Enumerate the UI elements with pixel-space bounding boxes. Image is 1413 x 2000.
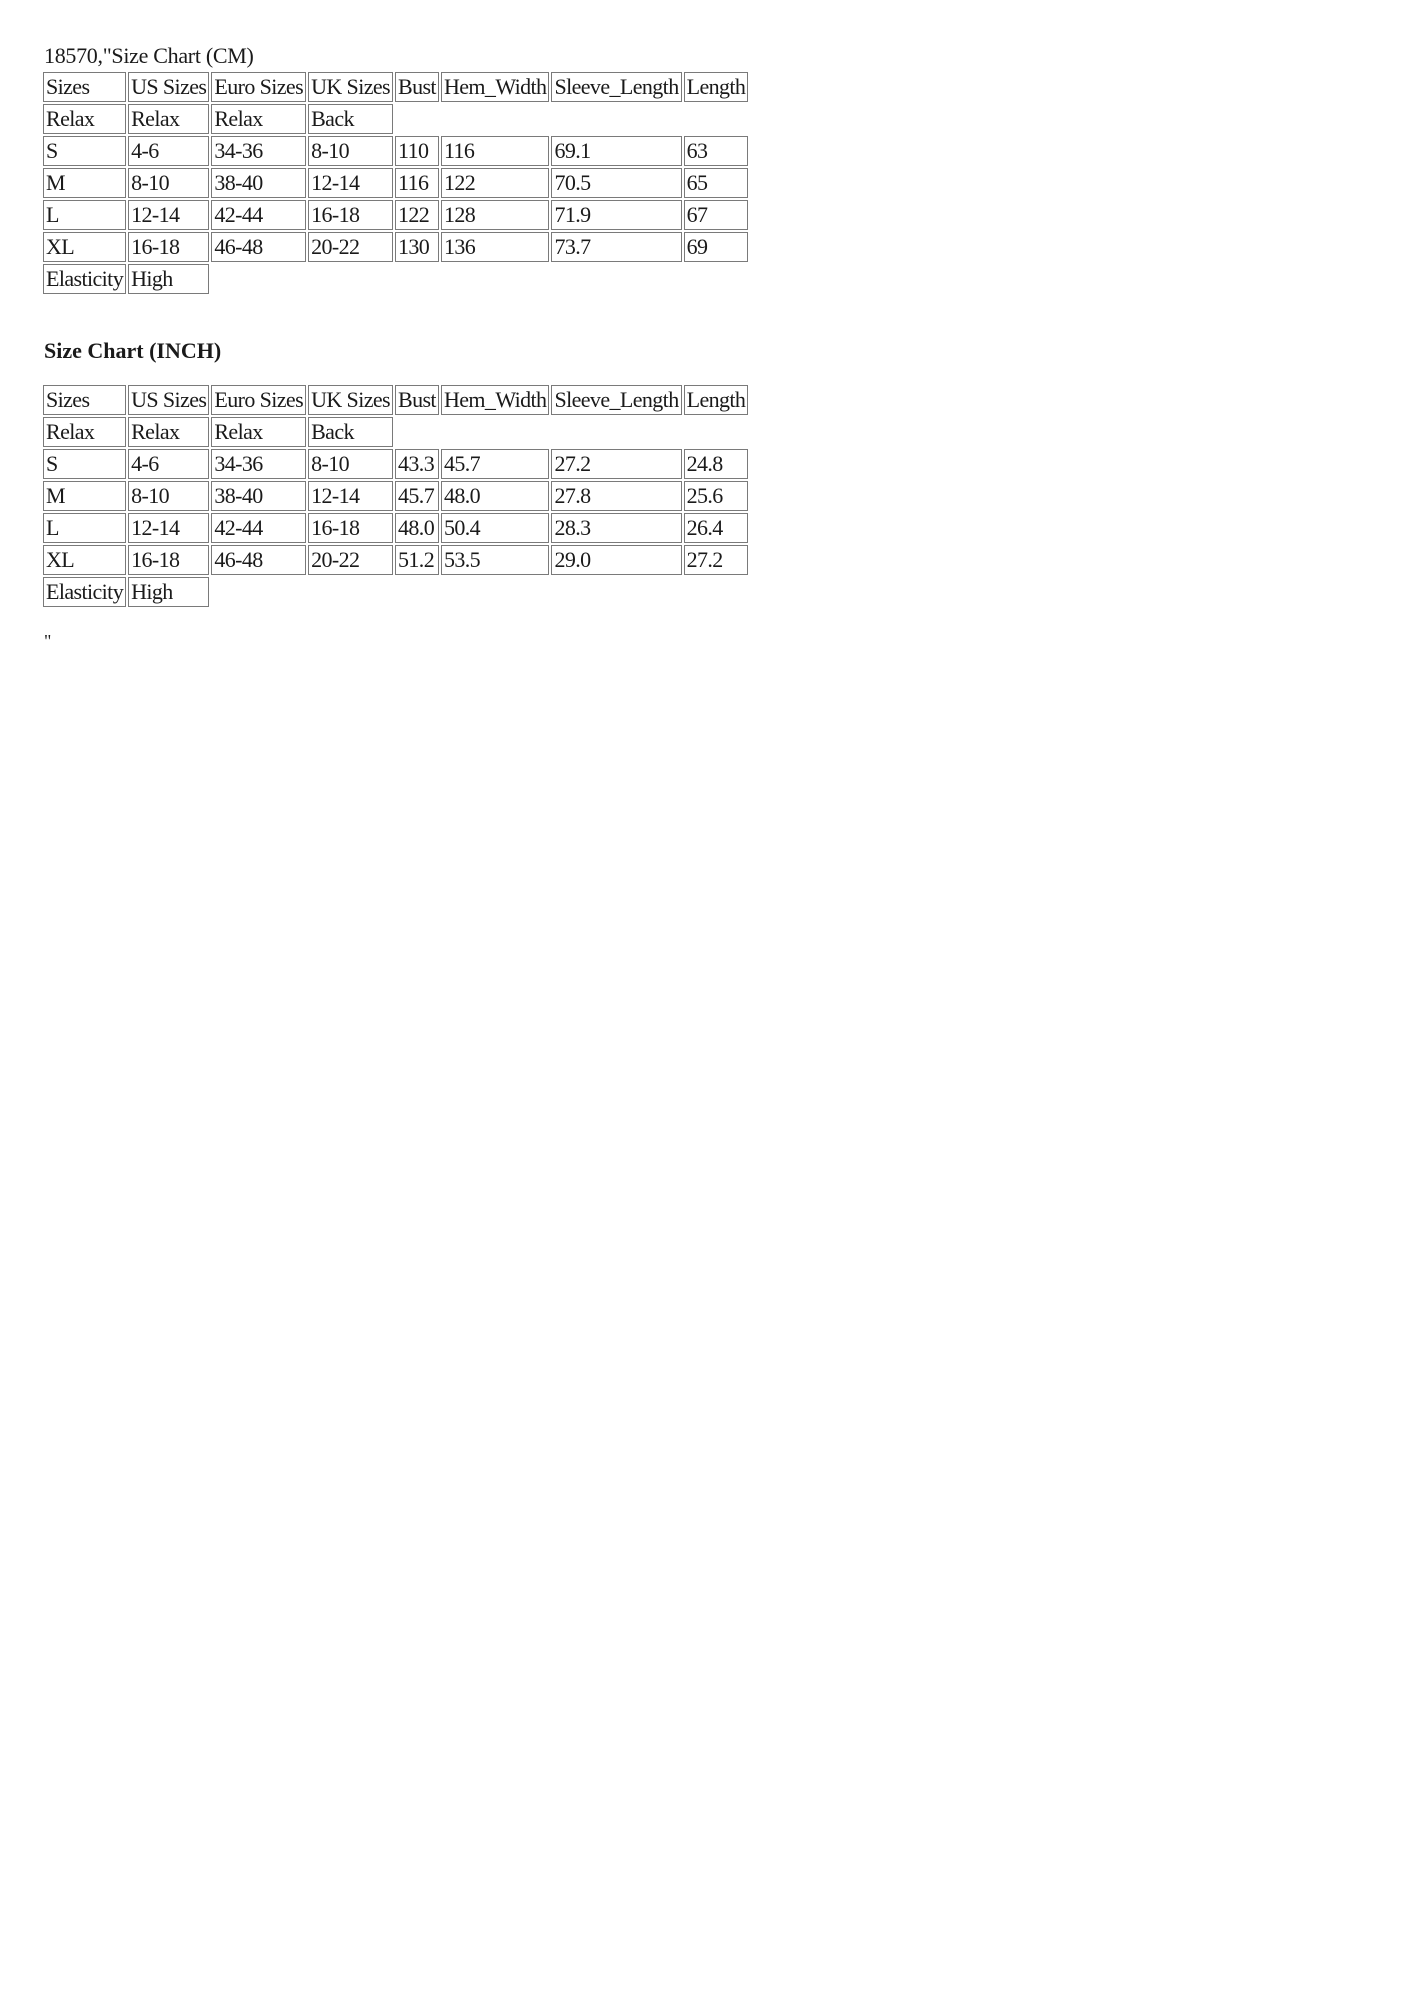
- empty-cell: [551, 417, 681, 447]
- table-cell: Elasticity: [43, 577, 126, 607]
- table-row: [43, 449, 748, 479]
- table-cell: 27.2: [684, 545, 749, 575]
- table-row: [43, 513, 748, 543]
- table-cell: Relax: [211, 417, 306, 447]
- table-cell: 69.1: [551, 136, 681, 166]
- table-cell: XL: [43, 545, 126, 575]
- table-cell: 122: [441, 168, 549, 198]
- table-cell: Back: [308, 104, 393, 134]
- table-cell: 53.5: [441, 545, 549, 575]
- table-cell: Sizes: [43, 72, 126, 102]
- table-cell: XL: [43, 232, 126, 262]
- table-cell: 12-14: [308, 168, 393, 198]
- table-cell: 116: [395, 168, 439, 198]
- table-cell: 12-14: [128, 200, 209, 230]
- closing-quote: ": [44, 631, 52, 651]
- table-cell: 27.2: [551, 449, 681, 479]
- table-cell: 136: [441, 232, 549, 262]
- table-cell: 27.8: [551, 481, 681, 511]
- table-row: [43, 545, 748, 575]
- table-cell: 29.0: [551, 545, 681, 575]
- table-cell: UK Sizes: [308, 385, 393, 415]
- cm-intro-line: 18570,"Size Chart (CM): [44, 43, 254, 68]
- table-cell: Relax: [128, 104, 209, 134]
- table-cell: 63: [684, 136, 749, 166]
- table-cell: 130: [395, 232, 439, 262]
- empty-cell: [684, 104, 749, 134]
- table-cell: Hem_Width: [441, 72, 549, 102]
- table-cell: L: [43, 513, 126, 543]
- table-row: [43, 200, 748, 230]
- table-row: [43, 168, 748, 198]
- table-cell: 24.8: [684, 449, 749, 479]
- table-cell: 48.0: [395, 513, 439, 543]
- table-cell: 16-18: [308, 513, 393, 543]
- table-cell: 73.7: [551, 232, 681, 262]
- table-cell: S: [43, 449, 126, 479]
- table-cell: 45.7: [441, 449, 549, 479]
- table-cell: Bust: [395, 72, 439, 102]
- table-cell: Relax: [43, 417, 126, 447]
- table-cell: Sizes: [43, 385, 126, 415]
- empty-cell: [551, 104, 681, 134]
- table-cell: 42-44: [211, 513, 306, 543]
- table-cell: 48.0: [441, 481, 549, 511]
- table-cell: 4-6: [128, 136, 209, 166]
- table-cell: 45.7: [395, 481, 439, 511]
- empty-cell: [441, 104, 549, 134]
- table-cell: Back: [308, 417, 393, 447]
- table-cell: 25.6: [684, 481, 749, 511]
- table-cell: 16-18: [128, 232, 209, 262]
- table-cell: 46-48: [211, 545, 306, 575]
- table-cell: 43.3: [395, 449, 439, 479]
- table-cell: US Sizes: [128, 72, 209, 102]
- table-cell: UK Sizes: [308, 72, 393, 102]
- table-cell: Length: [684, 385, 749, 415]
- table-cell: Sleeve_Length: [551, 72, 681, 102]
- table-cell: Relax: [211, 104, 306, 134]
- table-cell: US Sizes: [128, 385, 209, 415]
- table-cell: S: [43, 136, 126, 166]
- empty-cell: [441, 417, 549, 447]
- header-row: [43, 72, 748, 102]
- table-cell: Relax: [128, 417, 209, 447]
- table-row: [43, 136, 748, 166]
- table-cell: 4-6: [128, 449, 209, 479]
- empty-cell: [395, 104, 439, 134]
- table-cell: 122: [395, 200, 439, 230]
- table-cell: Sleeve_Length: [551, 385, 681, 415]
- table-cell: Euro Sizes: [211, 385, 306, 415]
- cm-size-table: [41, 70, 750, 296]
- table-cell: 51.2: [395, 545, 439, 575]
- table-cell: 34-36: [211, 136, 306, 166]
- table-cell: 67: [684, 200, 749, 230]
- table-cell: 12-14: [128, 513, 209, 543]
- elasticity-row: [43, 577, 748, 607]
- table-cell: M: [43, 481, 126, 511]
- table-cell: 42-44: [211, 200, 306, 230]
- table-cell: 38-40: [211, 481, 306, 511]
- table-cell: Elasticity: [43, 264, 126, 294]
- table-cell: 16-18: [308, 200, 393, 230]
- table-cell: 38-40: [211, 168, 306, 198]
- table-cell: 65: [684, 168, 749, 198]
- table-cell: Relax: [43, 104, 126, 134]
- table-cell: Bust: [395, 385, 439, 415]
- table-cell: 34-36: [211, 449, 306, 479]
- table-cell: 128: [441, 200, 549, 230]
- elasticity-row: [43, 264, 748, 294]
- table-cell: 8-10: [128, 481, 209, 511]
- table-cell: M: [43, 168, 126, 198]
- table-cell: 26.4: [684, 513, 749, 543]
- table-cell: 69: [684, 232, 749, 262]
- table-cell: Hem_Width: [441, 385, 549, 415]
- table-cell: 46-48: [211, 232, 306, 262]
- table-row: [43, 232, 748, 262]
- table-cell: 8-10: [308, 449, 393, 479]
- inch-chart-title: Size Chart (INCH): [44, 338, 222, 363]
- table-cell: 71.9: [551, 200, 681, 230]
- table-cell: 12-14: [308, 481, 393, 511]
- table-cell: 70.5: [551, 168, 681, 198]
- relax-row: [43, 417, 748, 447]
- table-cell: 8-10: [128, 168, 209, 198]
- table-cell: 28.3: [551, 513, 681, 543]
- table-row: [43, 481, 748, 511]
- table-cell: 8-10: [308, 136, 393, 166]
- table-cell: High: [128, 577, 209, 607]
- header-row: [43, 385, 748, 415]
- table-cell: 20-22: [308, 545, 393, 575]
- table-cell: 116: [441, 136, 549, 166]
- table-cell: Length: [684, 72, 749, 102]
- table-cell: Euro Sizes: [211, 72, 306, 102]
- table-cell: 50.4: [441, 513, 549, 543]
- table-cell: 110: [395, 136, 439, 166]
- relax-row: [43, 104, 748, 134]
- empty-cell: [684, 417, 749, 447]
- inch-size-table: [41, 383, 750, 609]
- table-cell: High: [128, 264, 209, 294]
- table-cell: L: [43, 200, 126, 230]
- table-cell: 20-22: [308, 232, 393, 262]
- table-cell: 16-18: [128, 545, 209, 575]
- empty-cell: [395, 417, 439, 447]
